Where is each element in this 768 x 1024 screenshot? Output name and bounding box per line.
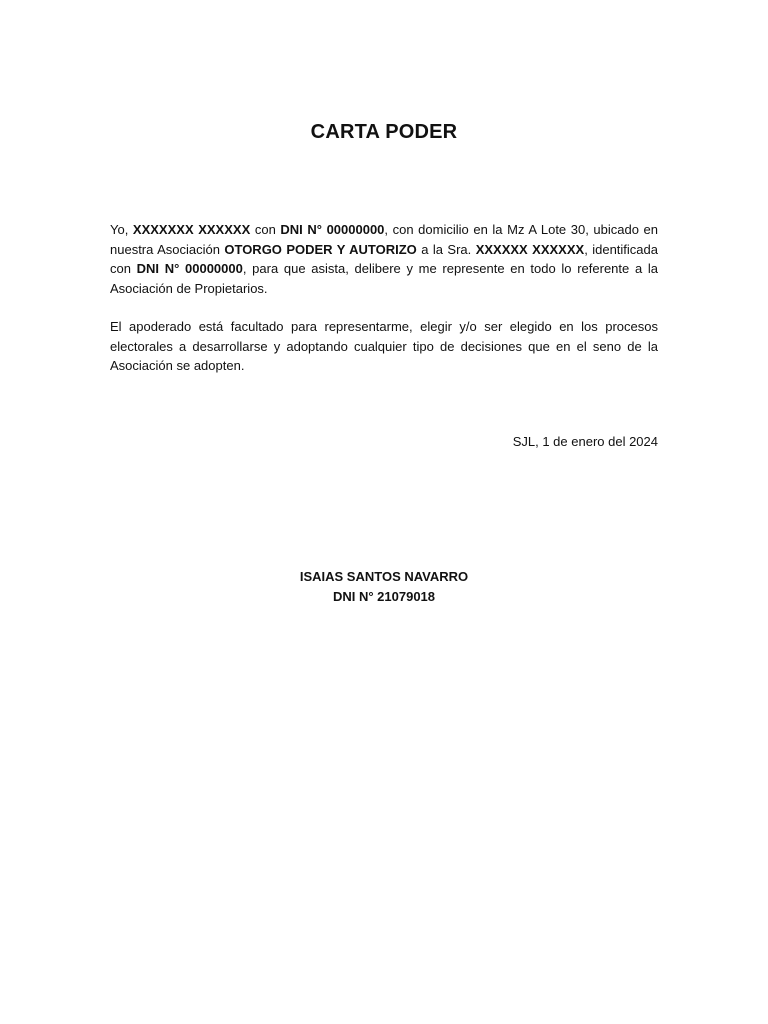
text-segment: Yo, — [110, 222, 133, 237]
text-segment: , identificada con — [110, 241, 658, 276]
agent-name: XXXXXX XXXXXX — [475, 241, 585, 257]
date-line: SJL, 1 de enero del 2024 — [512, 434, 658, 449]
paragraph-grant — [110, 220, 658, 298]
signatory-name: ISAIAS SANTOS NAVARRO — [299, 569, 469, 584]
grantor-name: XXXXXXX XXXXXX — [132, 222, 251, 237]
grant-phrase: OTORGO PODER Y AUTORIZO — [224, 241, 417, 257]
grantor-dni: DNI N° 00000000 — [280, 222, 385, 237]
signature-block — [0, 567, 768, 606]
signatory-dni: DNI N° 21079018 — [332, 588, 436, 604]
text-segment: , para que asista, delibere y me represente en todo lo referente a la Asociación de Propietarios. — [110, 261, 658, 296]
text-segment: , con domicilio en la Mz A Lote 30, ubicado en nuestra Asociación — [110, 222, 659, 257]
text-segment: con — [250, 222, 281, 237]
text-segment: a la Sra. — [416, 241, 476, 257]
agent-dni: DNI N° 00000000 — [136, 261, 243, 276]
paragraph-powers: El apoderado está facultado para representarme, elegir y/o ser elegido en los procesos electorales a desarrollarse y adoptando cualquier tipo de decisiones que en el seno de la Asociación se adopten. — [110, 319, 658, 373]
document-title: CARTA PODER — [310, 121, 458, 143]
